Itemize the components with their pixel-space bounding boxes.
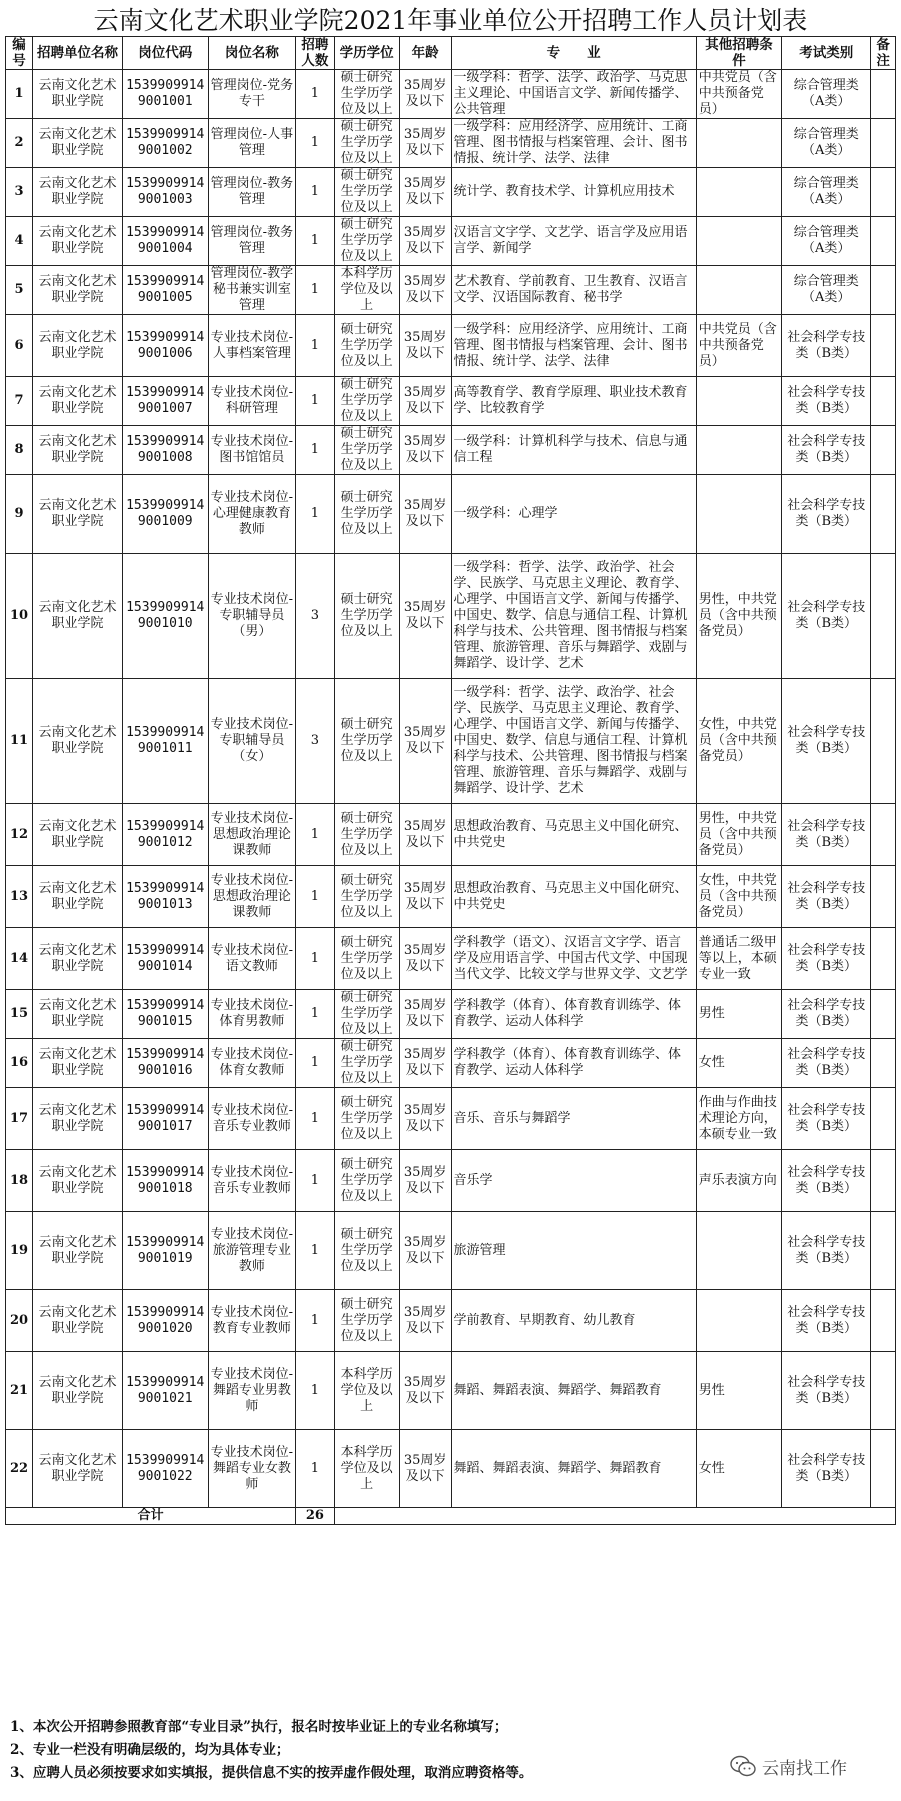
cell-unit: 云南文化艺术职业学院 xyxy=(33,1088,123,1150)
cell-other: 声乐表演方向 xyxy=(696,1150,782,1212)
cell-post: 专业技术岗位-音乐专业教师 xyxy=(208,1088,296,1150)
cell-code: 15399099149001004 xyxy=(123,217,209,266)
cell-post: 管理岗位-人事管理 xyxy=(208,119,296,168)
cell-unit: 云南文化艺术职业学院 xyxy=(33,475,123,554)
table-row xyxy=(6,554,896,679)
cell-edu: 硕士研究生学历学位及以上 xyxy=(334,119,399,168)
cell-edu: 硕士研究生学历学位及以上 xyxy=(334,475,399,554)
cell-unit: 云南文化艺术职业学院 xyxy=(33,168,123,217)
cell-age: 35周岁及以下 xyxy=(399,1039,451,1088)
cell-unit: 云南文化艺术职业学院 xyxy=(33,119,123,168)
total-blank xyxy=(334,1508,896,1525)
total-count: 26 xyxy=(296,1508,334,1525)
cell-post: 管理岗位-教务管理 xyxy=(208,168,296,217)
cell-other xyxy=(696,119,782,168)
cell-age: 35周岁及以下 xyxy=(399,804,451,866)
cell-count: 1 xyxy=(296,1212,334,1290)
cell-edu: 硕士研究生学历学位及以上 xyxy=(334,928,399,990)
cell-code: 15399099149001005 xyxy=(123,266,209,315)
cell-unit: 云南文化艺术职业学院 xyxy=(33,1150,123,1212)
cell-other xyxy=(696,1290,782,1352)
cell-age: 35周岁及以下 xyxy=(399,426,451,475)
cell-no: 2 xyxy=(6,119,33,168)
cell-post: 专业技术岗位-思想政治理论课教师 xyxy=(208,866,296,928)
cell-post: 专业技术岗位-专职辅导员（男） xyxy=(208,554,296,679)
cell-major: 高等教育学、教育学原理、职业技术教育学、比较教育学 xyxy=(451,377,696,426)
cell-age: 35周岁及以下 xyxy=(399,217,451,266)
cell-remark xyxy=(871,554,896,679)
cell-exam: 社会科学专技类（B类） xyxy=(782,1039,871,1088)
cell-other: 中共党员（含中共预备党员） xyxy=(696,315,782,377)
cell-count: 1 xyxy=(296,1430,334,1508)
cell-code: 15399099149001001 xyxy=(123,70,209,119)
cell-edu: 硕士研究生学历学位及以上 xyxy=(334,554,399,679)
cell-count: 1 xyxy=(296,315,334,377)
table-row xyxy=(6,804,896,866)
cell-major: 一级学科：哲学、法学、政治学、马克思主义理论、中国语言文学、新闻传播学、公共管理 xyxy=(451,70,696,119)
cell-code: 15399099149001002 xyxy=(123,119,209,168)
table-row xyxy=(6,119,896,168)
cell-exam: 社会科学专技类（B类） xyxy=(782,990,871,1039)
cell-no: 13 xyxy=(6,866,33,928)
cell-edu: 硕士研究生学历学位及以上 xyxy=(334,804,399,866)
cell-count: 3 xyxy=(296,679,334,804)
table-row xyxy=(6,266,896,315)
cell-code: 15399099149001003 xyxy=(123,168,209,217)
cell-count: 1 xyxy=(296,1352,334,1430)
cell-other xyxy=(696,217,782,266)
header-age: 年龄 xyxy=(399,37,451,70)
cell-post: 专业技术岗位-旅游管理专业教师 xyxy=(208,1212,296,1290)
table-row xyxy=(6,1150,896,1212)
cell-edu: 硕士研究生学历学位及以上 xyxy=(334,1039,399,1088)
cell-post: 专业技术岗位-音乐专业教师 xyxy=(208,1150,296,1212)
cell-count: 1 xyxy=(296,866,334,928)
cell-code: 15399099149001015 xyxy=(123,990,209,1039)
cell-age: 35周岁及以下 xyxy=(399,475,451,554)
cell-count: 1 xyxy=(296,475,334,554)
cell-code: 15399099149001009 xyxy=(123,475,209,554)
cell-post: 管理岗位-教务管理 xyxy=(208,217,296,266)
cell-unit: 云南文化艺术职业学院 xyxy=(33,377,123,426)
cell-count: 1 xyxy=(296,804,334,866)
header-code: 岗位代码 xyxy=(123,37,209,70)
cell-edu: 硕士研究生学历学位及以上 xyxy=(334,70,399,119)
cell-edu: 硕士研究生学历学位及以上 xyxy=(334,1150,399,1212)
cell-count: 1 xyxy=(296,928,334,990)
cell-remark xyxy=(871,679,896,804)
cell-unit: 云南文化艺术职业学院 xyxy=(33,426,123,475)
cell-count: 1 xyxy=(296,1290,334,1352)
cell-exam: 社会科学专技类（B类） xyxy=(782,1430,871,1508)
cell-other xyxy=(696,377,782,426)
cell-no: 21 xyxy=(6,1352,33,1430)
cell-remark xyxy=(871,1290,896,1352)
cell-exam: 社会科学专技类（B类） xyxy=(782,928,871,990)
cell-count: 1 xyxy=(296,426,334,475)
cell-unit: 云南文化艺术职业学院 xyxy=(33,1039,123,1088)
cell-remark xyxy=(871,70,896,119)
cell-exam: 社会科学专技类（B类） xyxy=(782,1088,871,1150)
cell-unit: 云南文化艺术职业学院 xyxy=(33,679,123,804)
cell-edu: 硕士研究生学历学位及以上 xyxy=(334,315,399,377)
cell-unit: 云南文化艺术职业学院 xyxy=(33,866,123,928)
cell-count: 1 xyxy=(296,266,334,315)
table-row xyxy=(6,217,896,266)
cell-no: 6 xyxy=(6,315,33,377)
cell-remark xyxy=(871,315,896,377)
cell-major: 一级学科：心理学 xyxy=(451,475,696,554)
table-row xyxy=(6,928,896,990)
cell-code: 15399099149001011 xyxy=(123,679,209,804)
cell-exam: 社会科学专技类（B类） xyxy=(782,426,871,475)
cell-unit: 云南文化艺术职业学院 xyxy=(33,1290,123,1352)
cell-edu: 硕士研究生学历学位及以上 xyxy=(334,1290,399,1352)
cell-count: 1 xyxy=(296,217,334,266)
header-other: 其他招聘条件 xyxy=(696,37,782,70)
cell-edu: 硕士研究生学历学位及以上 xyxy=(334,168,399,217)
cell-exam: 社会科学专技类（B类） xyxy=(782,679,871,804)
table-row xyxy=(6,990,896,1039)
table-row xyxy=(6,70,896,119)
cell-unit: 云南文化艺术职业学院 xyxy=(33,1430,123,1508)
cell-major: 学科教学（语文）、汉语言文字学、语言学及应用语言学、中国古代文学、中国现当代文学、比较文学与世界文学、文艺学 xyxy=(451,928,696,990)
cell-major: 一级学科：哲学、法学、政治学、社会学、民族学、马克思主义理论、教育学、心理学、中国语言文学、新闻与传播学、中国史、数学、信息与通信工程、计算机科学与技术、公共管理、图书情报与档案管理、旅游管理、音乐与舞蹈学、戏剧与舞蹈学、设计学、艺术 xyxy=(451,679,696,804)
cell-unit: 云南文化艺术职业学院 xyxy=(33,554,123,679)
header-post: 岗位名称 xyxy=(208,37,296,70)
header-remark: 备注 xyxy=(871,37,896,70)
cell-remark xyxy=(871,928,896,990)
cell-exam: 社会科学专技类（B类） xyxy=(782,554,871,679)
page-title: 云南文化艺术职业学院2021年事业单位公开招聘工作人员计划表 xyxy=(93,6,808,35)
cell-age: 35周岁及以下 xyxy=(399,928,451,990)
cell-unit: 云南文化艺术职业学院 xyxy=(33,1212,123,1290)
table-row xyxy=(6,168,896,217)
footnote-3: 3、应聘人员必须按要求如实填报，提供信息不实的按弄虚作假处理，取消应聘资格等。 xyxy=(10,1765,533,1781)
cell-edu: 硕士研究生学历学位及以上 xyxy=(334,426,399,475)
cell-other: 作曲与作曲技术理论方向，本硕专业一致 xyxy=(696,1088,782,1150)
cell-edu: 硕士研究生学历学位及以上 xyxy=(334,1088,399,1150)
cell-remark xyxy=(871,217,896,266)
cell-major: 统计学、教育技术学、计算机应用技术 xyxy=(451,168,696,217)
cell-other: 女性 xyxy=(696,1430,782,1508)
cell-age: 35周岁及以下 xyxy=(399,866,451,928)
table-row xyxy=(6,1352,896,1430)
cell-major: 旅游管理 xyxy=(451,1212,696,1290)
cell-age: 35周岁及以下 xyxy=(399,1212,451,1290)
cell-code: 15399099149001012 xyxy=(123,804,209,866)
cell-post: 专业技术岗位-语文教师 xyxy=(208,928,296,990)
cell-major: 汉语言文字学、文艺学、语言学及应用语言学、新闻学 xyxy=(451,217,696,266)
cell-code: 15399099149001019 xyxy=(123,1212,209,1290)
cell-remark xyxy=(871,266,896,315)
cell-edu: 硕士研究生学历学位及以上 xyxy=(334,377,399,426)
cell-age: 35周岁及以下 xyxy=(399,990,451,1039)
table-row xyxy=(6,377,896,426)
cell-major: 音乐、音乐与舞蹈学 xyxy=(451,1088,696,1150)
cell-age: 35周岁及以下 xyxy=(399,377,451,426)
cell-unit: 云南文化艺术职业学院 xyxy=(33,315,123,377)
cell-major: 舞蹈、舞蹈表演、舞蹈学、舞蹈教育 xyxy=(451,1430,696,1508)
cell-edu: 硕士研究生学历学位及以上 xyxy=(334,866,399,928)
header-unit: 招聘单位名称 xyxy=(33,37,123,70)
cell-unit: 云南文化艺术职业学院 xyxy=(33,990,123,1039)
cell-edu: 本科学历学位及以上 xyxy=(334,266,399,315)
cell-no: 1 xyxy=(6,70,33,119)
cell-code: 15399099149001022 xyxy=(123,1430,209,1508)
cell-post: 管理岗位-教学秘书兼实训室管理 xyxy=(208,266,296,315)
cell-remark xyxy=(871,475,896,554)
cell-no: 4 xyxy=(6,217,33,266)
cell-other: 女性，中共党员（含中共预备党员） xyxy=(696,866,782,928)
cell-no: 3 xyxy=(6,168,33,217)
header-no: 编号 xyxy=(6,37,33,70)
cell-major: 一级学科：应用经济学、应用统计、工商管理、图书情报与档案管理、会计、图书情报、统计学、法学、法律 xyxy=(451,315,696,377)
cell-unit: 云南文化艺术职业学院 xyxy=(33,804,123,866)
cell-edu: 硕士研究生学历学位及以上 xyxy=(334,1212,399,1290)
table-header-row xyxy=(6,37,896,70)
cell-no: 19 xyxy=(6,1212,33,1290)
cell-age: 35周岁及以下 xyxy=(399,679,451,804)
table-row xyxy=(6,1088,896,1150)
cell-age: 35周岁及以下 xyxy=(399,70,451,119)
cell-other: 女性 xyxy=(696,1039,782,1088)
table-row xyxy=(6,1290,896,1352)
cell-count: 3 xyxy=(296,554,334,679)
cell-major: 一级学科：计算机科学与技术、信息与通信工程 xyxy=(451,426,696,475)
cell-post: 专业技术岗位-专职辅导员（女） xyxy=(208,679,296,804)
cell-major: 一级学科：应用经济学、应用统计、工商管理、图书情报与档案管理、会计、图书情报、统计学、法学、法律 xyxy=(451,119,696,168)
cell-other: 男性，中共党员（含中共预备党员） xyxy=(696,804,782,866)
cell-post: 专业技术岗位-体育女教师 xyxy=(208,1039,296,1088)
cell-remark xyxy=(871,377,896,426)
cell-other xyxy=(696,168,782,217)
cell-remark xyxy=(871,1150,896,1212)
cell-code: 15399099149001014 xyxy=(123,928,209,990)
cell-other xyxy=(696,426,782,475)
header-exam: 考试类别 xyxy=(782,37,871,70)
cell-other: 女性，中共党员（含中共预备党员） xyxy=(696,679,782,804)
table-body xyxy=(6,70,896,1508)
cell-code: 15399099149001006 xyxy=(123,315,209,377)
cell-remark xyxy=(871,426,896,475)
cell-exam: 社会科学专技类（B类） xyxy=(782,1150,871,1212)
cell-post: 管理岗位-党务专干 xyxy=(208,70,296,119)
cell-age: 35周岁及以下 xyxy=(399,266,451,315)
header-major: 专 业 xyxy=(451,37,696,70)
cell-post: 专业技术岗位-科研管理 xyxy=(208,377,296,426)
cell-other: 男性 xyxy=(696,990,782,1039)
cell-count: 1 xyxy=(296,168,334,217)
cell-code: 15399099149001017 xyxy=(123,1088,209,1150)
cell-count: 1 xyxy=(296,119,334,168)
cell-other: 普通话二级甲等以上，本硕专业一致 xyxy=(696,928,782,990)
cell-no: 11 xyxy=(6,679,33,804)
cell-code: 15399099149001021 xyxy=(123,1352,209,1430)
cell-post: 专业技术岗位-舞蹈专业男教师 xyxy=(208,1352,296,1430)
cell-remark xyxy=(871,1430,896,1508)
cell-other xyxy=(696,1212,782,1290)
cell-exam: 社会科学专技类（B类） xyxy=(782,315,871,377)
cell-exam: 社会科学专技类（B类） xyxy=(782,475,871,554)
cell-count: 1 xyxy=(296,70,334,119)
cell-exam: 综合管理类（A类） xyxy=(782,266,871,315)
cell-count: 1 xyxy=(296,1150,334,1212)
table-row xyxy=(6,866,896,928)
cell-age: 35周岁及以下 xyxy=(399,168,451,217)
cell-no: 16 xyxy=(6,1039,33,1088)
cell-unit: 云南文化艺术职业学院 xyxy=(33,70,123,119)
footnote-2: 2、专业一栏没有明确层级的，均为具体专业； xyxy=(10,1742,290,1758)
watermark-text: 云南找工作 xyxy=(762,1758,847,1779)
table-row xyxy=(6,1039,896,1088)
cell-other: 男性，中共党员（含中共预备党员） xyxy=(696,554,782,679)
header-edu: 学历学位 xyxy=(334,37,399,70)
cell-no: 20 xyxy=(6,1290,33,1352)
cell-no: 8 xyxy=(6,426,33,475)
cell-code: 15399099149001008 xyxy=(123,426,209,475)
table-row xyxy=(6,679,896,804)
cell-post: 专业技术岗位-心理健康教育教师 xyxy=(208,475,296,554)
cell-edu: 硕士研究生学历学位及以上 xyxy=(334,217,399,266)
cell-exam: 综合管理类（A类） xyxy=(782,168,871,217)
cell-major: 一级学科：哲学、法学、政治学、社会学、民族学、马克思主义理论、教育学、心理学、中国语言文学、新闻与传播学、中国史、数学、信息与通信工程、计算机科学与技术、公共管理、图书情报与档案管理、旅游管理、音乐与舞蹈学、戏剧与舞蹈学、设计学、艺术 xyxy=(451,554,696,679)
cell-remark xyxy=(871,804,896,866)
cell-edu: 硕士研究生学历学位及以上 xyxy=(334,990,399,1039)
cell-major: 思想政治教育、马克思主义中国化研究、中共党史 xyxy=(451,804,696,866)
cell-edu: 本科学历学位及以上 xyxy=(334,1352,399,1430)
table-row xyxy=(6,315,896,377)
table-row xyxy=(6,1430,896,1508)
cell-count: 1 xyxy=(296,377,334,426)
recruitment-plan-table xyxy=(5,36,896,1525)
total-row xyxy=(6,1508,896,1525)
cell-no: 9 xyxy=(6,475,33,554)
cell-remark xyxy=(871,990,896,1039)
cell-no: 7 xyxy=(6,377,33,426)
table-row xyxy=(6,1212,896,1290)
cell-count: 1 xyxy=(296,1039,334,1088)
cell-code: 15399099149001016 xyxy=(123,1039,209,1088)
cell-remark xyxy=(871,1352,896,1430)
cell-age: 35周岁及以下 xyxy=(399,1352,451,1430)
cell-age: 35周岁及以下 xyxy=(399,1088,451,1150)
total-label: 合计 xyxy=(6,1508,296,1525)
header-count: 招聘人数 xyxy=(296,37,334,70)
cell-other xyxy=(696,475,782,554)
cell-major: 艺术教育、学前教育、卫生教育、汉语言文学、汉语国际教育、秘书学 xyxy=(451,266,696,315)
cell-age: 35周岁及以下 xyxy=(399,1430,451,1508)
cell-count: 1 xyxy=(296,990,334,1039)
cell-remark xyxy=(871,119,896,168)
cell-edu: 硕士研究生学历学位及以上 xyxy=(334,679,399,804)
cell-code: 15399099149001020 xyxy=(123,1290,209,1352)
cell-remark xyxy=(871,866,896,928)
cell-no: 18 xyxy=(6,1150,33,1212)
cell-major: 学科教学（体育）、体育教育训练学、体育教学、运动人体科学 xyxy=(451,1039,696,1088)
cell-no: 5 xyxy=(6,266,33,315)
cell-edu: 本科学历学位及以上 xyxy=(334,1430,399,1508)
cell-post: 专业技术岗位-人事档案管理 xyxy=(208,315,296,377)
cell-code: 15399099149001018 xyxy=(123,1150,209,1212)
cell-major: 学前教育、早期教育、幼儿教育 xyxy=(451,1290,696,1352)
cell-post: 专业技术岗位-图书馆馆员 xyxy=(208,426,296,475)
cell-major: 学科教学（体育）、体育教育训练学、体育教学、运动人体科学 xyxy=(451,990,696,1039)
cell-major: 舞蹈、舞蹈表演、舞蹈学、舞蹈教育 xyxy=(451,1352,696,1430)
cell-major: 音乐学 xyxy=(451,1150,696,1212)
cell-no: 10 xyxy=(6,554,33,679)
cell-remark xyxy=(871,1039,896,1088)
cell-exam: 社会科学专技类（B类） xyxy=(782,866,871,928)
cell-post: 专业技术岗位-体育男教师 xyxy=(208,990,296,1039)
cell-exam: 综合管理类（A类） xyxy=(782,217,871,266)
cell-other: 中共党员（含中共预备党员） xyxy=(696,70,782,119)
table-row xyxy=(6,475,896,554)
cell-exam: 社会科学专技类（B类） xyxy=(782,1212,871,1290)
cell-count: 1 xyxy=(296,1088,334,1150)
footnotes xyxy=(10,1716,710,1785)
cell-age: 35周岁及以下 xyxy=(399,315,451,377)
cell-age: 35周岁及以下 xyxy=(399,1150,451,1212)
cell-major: 思想政治教育、马克思主义中国化研究、中共党史 xyxy=(451,866,696,928)
cell-no: 17 xyxy=(6,1088,33,1150)
wechat-icon xyxy=(730,1755,756,1777)
cell-post: 专业技术岗位-教育专业教师 xyxy=(208,1290,296,1352)
table-row xyxy=(6,426,896,475)
cell-age: 35周岁及以下 xyxy=(399,119,451,168)
cell-unit: 云南文化艺术职业学院 xyxy=(33,217,123,266)
cell-no: 22 xyxy=(6,1430,33,1508)
cell-post: 专业技术岗位-思想政治理论课教师 xyxy=(208,804,296,866)
cell-remark xyxy=(871,1212,896,1290)
cell-unit: 云南文化艺术职业学院 xyxy=(33,928,123,990)
cell-no: 12 xyxy=(6,804,33,866)
cell-post: 专业技术岗位-舞蹈专业女教师 xyxy=(208,1430,296,1508)
cell-other: 男性 xyxy=(696,1352,782,1430)
cell-unit: 云南文化艺术职业学院 xyxy=(33,1352,123,1430)
cell-code: 15399099149001013 xyxy=(123,866,209,928)
cell-no: 15 xyxy=(6,990,33,1039)
cell-no: 14 xyxy=(6,928,33,990)
cell-remark xyxy=(871,168,896,217)
cell-age: 35周岁及以下 xyxy=(399,554,451,679)
cell-exam: 社会科学专技类（B类） xyxy=(782,804,871,866)
cell-exam: 社会科学专技类（B类） xyxy=(782,377,871,426)
cell-exam: 社会科学专技类（B类） xyxy=(782,1352,871,1430)
cell-age: 35周岁及以下 xyxy=(399,1290,451,1352)
cell-code: 15399099149001007 xyxy=(123,377,209,426)
cell-exam: 社会科学专技类（B类） xyxy=(782,1290,871,1352)
cell-exam: 综合管理类（A类） xyxy=(782,70,871,119)
footnote-1: 1、本次公开招聘参照教育部“专业目录”执行，报名时按毕业证上的专业名称填写； xyxy=(10,1719,508,1735)
cell-unit: 云南文化艺术职业学院 xyxy=(33,266,123,315)
cell-exam: 综合管理类（A类） xyxy=(782,119,871,168)
source-watermark xyxy=(730,1750,847,1782)
cell-other xyxy=(696,266,782,315)
cell-code: 15399099149001010 xyxy=(123,554,209,679)
cell-remark xyxy=(871,1088,896,1150)
